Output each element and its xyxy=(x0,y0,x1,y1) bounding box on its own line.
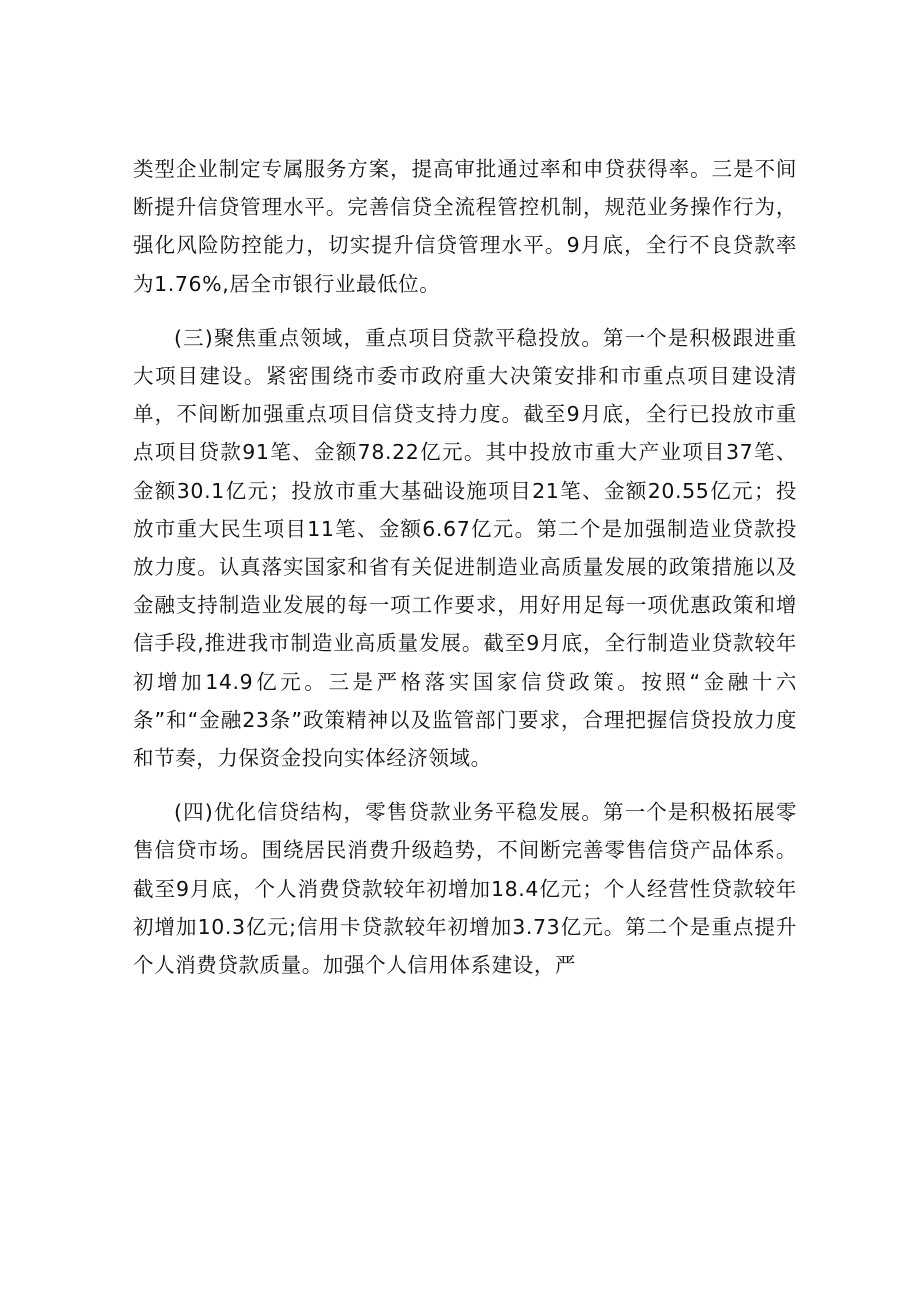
paragraph-section-3: (三)聚焦重点领域，重点项目贷款平稳投放。第一个是积极跟进重大项目建设。紧密围绕市委市政府重大决策安排和市重点项目建设清单，不间断加强重点项目信贷支持力度。截至9月底，全行已投放市重点项目贷款91笔、金额78.22亿元。其中投放市重大产业项目37笔、金额30.1亿元；投放市重大基础设施项目21笔、金额20.55亿元；投放市重大民生项目11笔、金额6.67亿元。第二个是加强制造业贷款投放力度。认真落实国家和省有关促进制造业高质量发展的政策措施以及金融支持制造业发展的每一项工作要求，用好用足每一项优惠政策和增信手段,推进我市制造业高质量发展。截至9月底，全行制造业贷款较年初增加14.9亿元。三是严格落实国家信贷政策。按照“金融十六条”和“金融23条”政策精神以及监管部门要求，合理把握信贷投放力度和节奏，力保资金投向实体经济领域。 xyxy=(133,325,797,771)
paragraph-continuation: 类型企业制定专属服务方案，提高审批通过率和申贷获得率。三是不间断提升信贷管理水平。完善信贷全流程管控机制，规范业务操作行为，强化风险防控能力，切实提升信贷管理水平。9月底，全行不良贷款率为1.76%,居全市银行业最低位。 xyxy=(133,157,797,296)
paragraph-section-4: (四)优化信贷结构，零售贷款业务平稳发展。第一个是积极拓展零售信贷市场。围绕居民消费升级趋势，不间断完善零售信贷产品体系。截至9月底，个人消费贷款较年初增加18.4亿元；个人经营性贷款较年初增加10.3亿元;信用卡贷款较年初增加3.73亿元。第二个是重点提升个人消费贷款质量。加强个人信用体系建设，严 xyxy=(133,800,797,978)
document-body xyxy=(133,150,797,984)
